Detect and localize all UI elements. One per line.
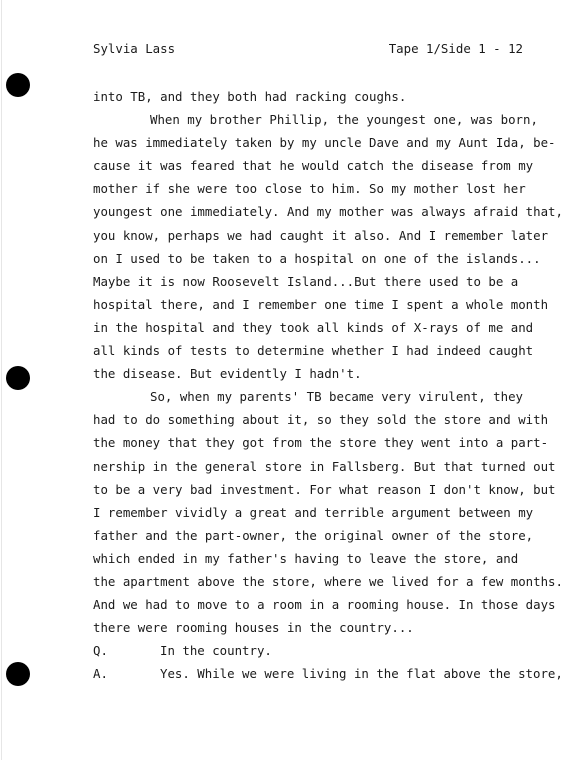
text-line: there were rooming houses in the country... <box>93 620 414 636</box>
text-line: mother if she were too close to him. So my mother lost her <box>93 181 526 197</box>
text-line: cause it was feared that he would catch the disease from my <box>93 158 534 174</box>
dialogue-line-answer <box>93 666 563 689</box>
text-line: to be a very bad investment. For what reason I don't know, but <box>93 481 556 497</box>
binder-hole-bottom <box>6 662 30 686</box>
binder-hole-middle <box>6 366 30 390</box>
text-line: hospital there, and I remember one time I spent a whole month <box>93 296 549 312</box>
speaker-label: A. <box>93 666 108 682</box>
binder-hole-top <box>6 73 30 97</box>
interviewee-name: Sylvia Lass <box>93 41 176 56</box>
text-line: father and the part-owner, the original owner of the store, <box>93 527 534 543</box>
text-line: I remember vividly a great and terrible argument between my <box>93 504 534 520</box>
speech-text: In the country. <box>160 643 272 659</box>
text-line: he was immediately taken by my uncle Dave and my Aunt Ida, be- <box>93 135 556 151</box>
text-line: which ended in my father's having to leave the store, and <box>93 550 519 566</box>
text-line: And we had to move to a room in a rooming house. In those days <box>93 597 556 613</box>
text-line: you know, perhaps we had caught it also. And I remember later <box>93 227 549 243</box>
text-line: the disease. But evidently I hadn't. <box>93 366 362 382</box>
text-line: into TB, and they both had racking coughs. <box>93 89 407 104</box>
dialogue-line-question <box>93 643 538 666</box>
page-edge <box>1 0 2 760</box>
text-line: youngest one immediately. And my mother was always afraid that, <box>93 204 563 220</box>
text-line: When my brother Phillip, the youngest one, was born, <box>150 112 538 128</box>
text-line: on I used to be taken to a hospital on one of the islands... <box>93 250 541 266</box>
text-line: had to do something about it, so they sold the store and with <box>93 412 549 428</box>
text-line: all kinds of tests to determine whether I had indeed caught <box>93 343 534 359</box>
text-line: the money that they got from the store they went into a part- <box>93 435 549 451</box>
speaker-label: Q. <box>93 643 108 659</box>
text-line: Maybe it is now Roosevelt Island...But there used to be a <box>93 273 519 289</box>
text-line: nership in the general store in Fallsberg. But that turned out <box>93 458 556 474</box>
text-line: the apartment above the store, where we lived for a few months. <box>93 573 563 589</box>
text-line: So, when my parents' TB became very virulent, they <box>150 389 523 405</box>
transcript-body <box>93 89 563 689</box>
text-line: in the hospital and they took all kinds of X-rays of me and <box>93 319 534 335</box>
tape-page-reference: Tape 1/Side 1 - 12 <box>388 41 523 56</box>
speech-text: Yes. While we were living in the flat above the store, <box>160 666 563 682</box>
